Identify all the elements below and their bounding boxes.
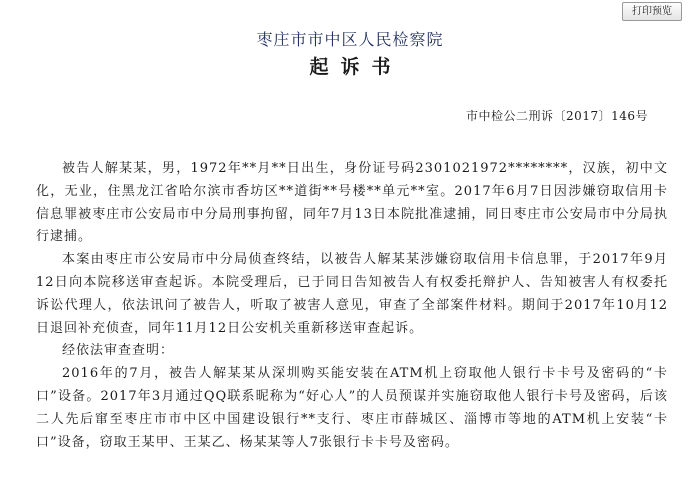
paragraph-findings-heading: 经依法审查查明： [62, 343, 175, 359]
print-preview-button[interactable]: 打印预览 [622, 2, 682, 21]
court-name: 枣庄市市中区人民检察院 [256, 30, 444, 49]
paragraph-defendant-info: 被告人解某某，男，1972年**月**日出生，身份证号码2301021972********，汉族，初中文化，无业，住黑龙江省哈尔滨市香坊区**道街**号楼**单元**室。2017年6月7日因涉嫌窃取信用卡信息罪被枣庄市公安局市中分局刑事拘留，同年7月13日本院批准逮捕，同日枣庄市公安局市中分局执行逮捕。 [36, 161, 668, 245]
document-number: 市中检公二刑诉〔2017〕146号 [466, 109, 648, 123]
document-title: 起诉书 [309, 56, 403, 78]
document-body [36, 158, 668, 454]
paragraph-facts: 2016年的7月，被告人解某某从深圳购买能安装在ATM机上窃取他人银行卡卡号及密码的“卡口”设备。2017年3月通过QQ联系昵称为“好心人”的人员预谋并实施窃取他人银行卡号及密码，后该二人先后窜至枣庄市市中区中国建设银行**支行、枣庄市薛城区、淄博市等地的ATM机上安装“卡口”设备，窃取王某甲、王某乙、杨某某等人7张银行卡卡号及密码。 [36, 366, 668, 450]
paragraph-case-process: 本案由枣庄市公安局市中分局侦查终结，以被告人解某某涉嫌窃取信用卡信息罪，于2017年9月12日向本院移送审查起诉。本院受理后，已于同日告知被告人有权委托辩护人、告知被害人有权委托诉讼代理人，依法讯问了被告人，听取了被害人意见，审查了全部案件材料。期间于2017年10月12日退回补充侦查，同年11月12日公安机关重新移送审查起诉。 [36, 252, 668, 336]
